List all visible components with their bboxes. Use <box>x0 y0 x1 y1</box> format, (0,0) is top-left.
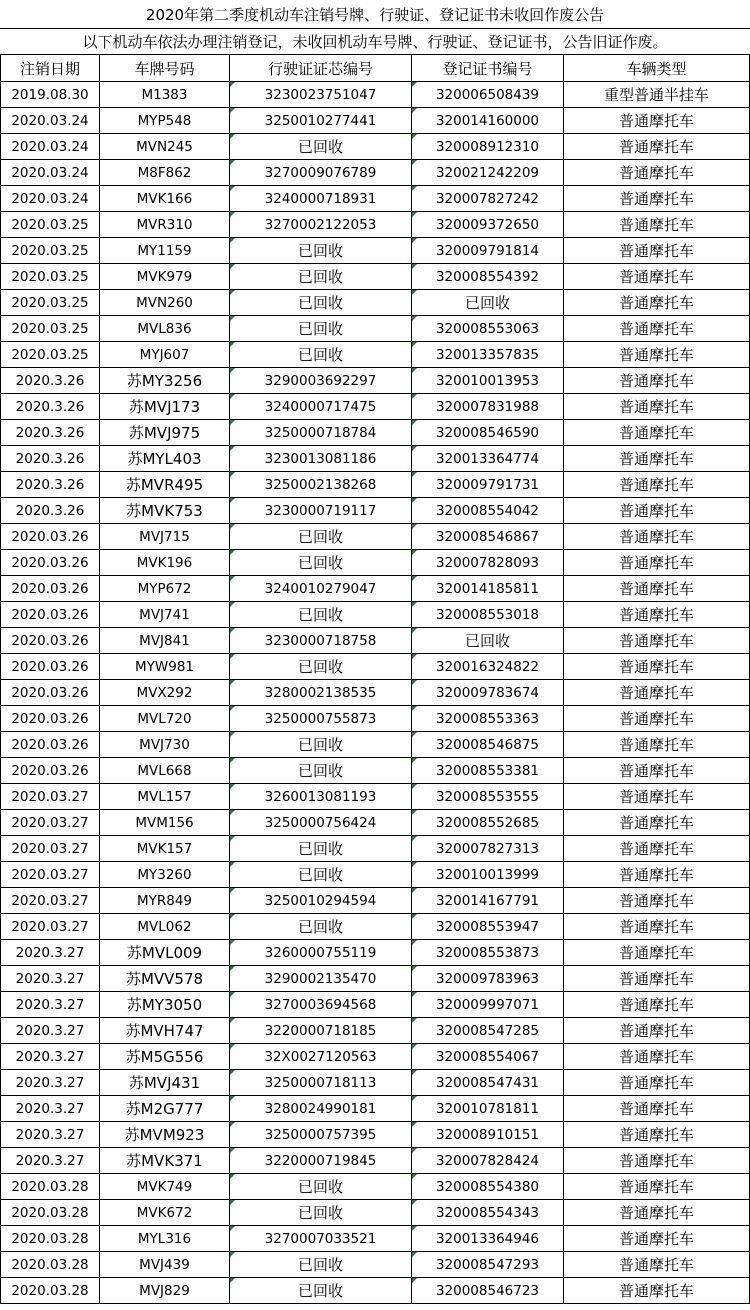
table-row <box>0 160 750 186</box>
cancel-date-cell: 2020.3.27 <box>0 966 100 991</box>
license-core-cell: 3220000718185 <box>230 1018 412 1043</box>
plate-number-cell: MVJ730 <box>100 732 230 757</box>
cancel-date-cell: 2020.03.28 <box>0 1200 100 1225</box>
registration-cell: 320008910151 <box>412 1122 564 1147</box>
table-row <box>0 758 750 784</box>
vehicle-type-cell: 普通摩托车 <box>564 368 750 393</box>
plate-number-cell: 苏MVV578 <box>100 966 230 991</box>
cancel-date-cell: 2020.3.26 <box>0 394 100 419</box>
vehicle-type-cell: 普通摩托车 <box>564 446 750 471</box>
license-core-cell: 3240000717475 <box>230 394 412 419</box>
cancel-date-cell: 2020.03.27 <box>0 914 100 939</box>
vehicle-type-cell: 普通摩托车 <box>564 160 750 185</box>
cancel-date-cell: 2020.3.26 <box>0 498 100 523</box>
vehicle-type-cell: 普通摩托车 <box>564 264 750 289</box>
plate-number-cell: 苏MVH747 <box>100 1018 230 1043</box>
vehicle-type-cell: 普通摩托车 <box>564 1018 750 1043</box>
table-row <box>0 550 750 576</box>
vehicle-type-cell: 普通摩托车 <box>564 810 750 835</box>
registration-cell: 320009372650 <box>412 212 564 237</box>
license-core-cell: 3230023751047 <box>230 82 412 107</box>
vehicle-type-cell: 普通摩托车 <box>564 238 750 263</box>
cancel-date-cell: 2020.03.25 <box>0 264 100 289</box>
license-core-cell: 已回收 <box>230 654 412 679</box>
plate-number-cell: MYP672 <box>100 576 230 601</box>
registration-cell: 320010013953 <box>412 368 564 393</box>
vehicle-type-cell: 普通摩托车 <box>564 420 750 445</box>
table-row <box>0 394 750 420</box>
plate-number-cell: MVK979 <box>100 264 230 289</box>
license-core-cell: 3280024990181 <box>230 1096 412 1121</box>
license-core-cell: 3230000719117 <box>230 498 412 523</box>
vehicle-type-cell: 普通摩托车 <box>564 940 750 965</box>
registration-cell: 320008553873 <box>412 940 564 965</box>
registration-cell: 320008546875 <box>412 732 564 757</box>
cancel-date-cell: 2020.03.26 <box>0 706 100 731</box>
vehicle-type-cell: 普通摩托车 <box>564 966 750 991</box>
plate-number-cell: 苏MVL009 <box>100 940 230 965</box>
plate-number-cell: MVN260 <box>100 290 230 315</box>
table-row <box>0 1226 750 1252</box>
plate-number-cell: 苏MVJ431 <box>100 1070 230 1095</box>
table-row <box>0 368 750 394</box>
plate-number-cell: MVJ715 <box>100 524 230 549</box>
table-row <box>0 784 750 810</box>
vehicle-type-cell: 普通摩托车 <box>564 316 750 341</box>
plate-number-cell: MVK157 <box>100 836 230 861</box>
license-core-cell: 3230013081186 <box>230 446 412 471</box>
table-row <box>0 940 750 966</box>
license-core-cell: 已回收 <box>230 134 412 159</box>
license-core-cell: 3260000755119 <box>230 940 412 965</box>
cancel-date-cell: 2020.3.27 <box>0 1148 100 1173</box>
vehicle-type-cell: 普通摩托车 <box>564 1044 750 1069</box>
license-core-cell: 已回收 <box>230 316 412 341</box>
plate-number-cell: M1383 <box>100 82 230 107</box>
vehicle-type-cell: 普通摩托车 <box>564 992 750 1017</box>
license-core-cell: 3240010279047 <box>230 576 412 601</box>
table-row <box>0 1044 750 1070</box>
cancel-date-cell: 2020.3.26 <box>0 446 100 471</box>
table-title: 2020年第二季度机动车注销号牌、行驶证、登记证书未收回作废公告 <box>0 0 750 29</box>
vehicle-type-cell: 普通摩托车 <box>564 1096 750 1121</box>
cancel-date-cell: 2020.03.27 <box>0 862 100 887</box>
cancel-date-cell: 2020.03.26 <box>0 654 100 679</box>
license-core-cell: 已回收 <box>230 550 412 575</box>
table-row <box>0 1018 750 1044</box>
vehicle-type-cell: 普通摩托车 <box>564 290 750 315</box>
vehicle-type-cell: 普通摩托车 <box>564 394 750 419</box>
vehicle-type-cell: 普通摩托车 <box>564 1070 750 1095</box>
registration-cell: 320008547431 <box>412 1070 564 1095</box>
table-row <box>0 342 750 368</box>
cancel-date-cell: 2020.03.27 <box>0 888 100 913</box>
license-core-cell: 3250000718113 <box>230 1070 412 1095</box>
plate-number-cell: MVM156 <box>100 810 230 835</box>
table-row <box>0 1278 750 1304</box>
vehicle-type-cell: 普通摩托车 <box>564 706 750 731</box>
vehicle-type-cell: 普通摩托车 <box>564 498 750 523</box>
plate-number-cell: 苏MYL403 <box>100 446 230 471</box>
vehicle-type-cell: 普通摩托车 <box>564 212 750 237</box>
registration-cell: 320008546590 <box>412 420 564 445</box>
license-core-cell: 32X0027120563 <box>230 1044 412 1069</box>
registration-cell: 320014167791 <box>412 888 564 913</box>
cancel-date-cell: 2020.03.28 <box>0 1174 100 1199</box>
registration-cell: 320008553381 <box>412 758 564 783</box>
license-core-cell: 3250000755873 <box>230 706 412 731</box>
cancel-date-cell: 2020.03.26 <box>0 550 100 575</box>
registration-cell: 320008553018 <box>412 602 564 627</box>
vehicle-type-cell: 重型普通半挂车 <box>564 82 750 107</box>
plate-number-cell: MYR849 <box>100 888 230 913</box>
cancel-date-cell: 2020.3.27 <box>0 1122 100 1147</box>
registration-cell: 320007828424 <box>412 1148 564 1173</box>
registration-cell: 320008554067 <box>412 1044 564 1069</box>
cancel-date-cell: 2020.03.27 <box>0 836 100 861</box>
table-row <box>0 862 750 888</box>
table-row <box>0 524 750 550</box>
license-core-cell: 3230000718758 <box>230 628 412 653</box>
cancel-date-cell: 2020.03.27 <box>0 784 100 809</box>
license-core-cell: 已回收 <box>230 342 412 367</box>
license-core-cell: 3250010294594 <box>230 888 412 913</box>
plate-number-cell: 苏MVK753 <box>100 498 230 523</box>
vehicle-type-cell: 普通摩托车 <box>564 602 750 627</box>
license-core-cell: 3250002138268 <box>230 472 412 497</box>
table-row <box>0 836 750 862</box>
license-core-cell: 3270009076789 <box>230 160 412 185</box>
vehicle-type-cell: 普通摩托车 <box>564 134 750 159</box>
registration-cell: 已回收 <box>412 290 564 315</box>
cancel-date-cell: 2020.03.26 <box>0 576 100 601</box>
cancel-date-cell: 2020.3.27 <box>0 1018 100 1043</box>
header-plate-number: 车牌号码 <box>100 55 230 81</box>
license-core-cell: 已回收 <box>230 524 412 549</box>
registration-cell: 320008546723 <box>412 1278 564 1303</box>
cancel-date-cell: 2020.3.27 <box>0 1070 100 1095</box>
plate-number-cell: MVN245 <box>100 134 230 159</box>
plate-number-cell: MVL720 <box>100 706 230 731</box>
registration-cell: 320008546867 <box>412 524 564 549</box>
registration-cell: 320013364946 <box>412 1226 564 1251</box>
cancel-date-cell: 2020.3.27 <box>0 940 100 965</box>
license-core-cell: 3250000757395 <box>230 1122 412 1147</box>
cancel-date-cell: 2020.03.26 <box>0 732 100 757</box>
vehicle-type-cell: 普通摩托车 <box>564 524 750 549</box>
vehicle-type-cell: 普通摩托车 <box>564 628 750 653</box>
cancel-date-cell: 2020.03.26 <box>0 602 100 627</box>
license-core-cell: 已回收 <box>230 238 412 263</box>
cancel-date-cell: 2020.03.25 <box>0 238 100 263</box>
registration-cell: 320008554343 <box>412 1200 564 1225</box>
registration-cell: 320013357835 <box>412 342 564 367</box>
license-core-cell: 已回收 <box>230 602 412 627</box>
vehicle-type-cell: 普通摩托车 <box>564 836 750 861</box>
license-core-cell: 3270007033521 <box>230 1226 412 1251</box>
table-row <box>0 472 750 498</box>
registration-cell: 320008554380 <box>412 1174 564 1199</box>
vehicle-type-cell: 普通摩托车 <box>564 732 750 757</box>
license-core-cell: 3270002122053 <box>230 212 412 237</box>
vehicle-type-cell: 普通摩托车 <box>564 1278 750 1303</box>
registration-cell: 320008553555 <box>412 784 564 809</box>
vehicle-type-cell: 普通摩托车 <box>564 1174 750 1199</box>
plate-number-cell: MVK749 <box>100 1174 230 1199</box>
license-core-cell: 3290003692297 <box>230 368 412 393</box>
plate-number-cell: MVJ439 <box>100 1252 230 1277</box>
cancel-date-cell: 2020.03.27 <box>0 810 100 835</box>
cancel-date-cell: 2020.03.24 <box>0 186 100 211</box>
cancel-date-cell: 2020.3.26 <box>0 472 100 497</box>
registration-cell: 320007831988 <box>412 394 564 419</box>
vehicle-type-cell: 普通摩托车 <box>564 862 750 887</box>
plate-number-cell: MYP548 <box>100 108 230 133</box>
license-core-cell: 3250000756424 <box>230 810 412 835</box>
vehicle-type-cell: 普通摩托车 <box>564 654 750 679</box>
license-core-cell: 3260013081193 <box>230 784 412 809</box>
table-row <box>0 446 750 472</box>
header-row <box>0 55 750 82</box>
vehicle-type-cell: 普通摩托车 <box>564 108 750 133</box>
vehicle-type-cell: 普通摩托车 <box>564 550 750 575</box>
plate-number-cell: MVK672 <box>100 1200 230 1225</box>
plate-number-cell: MYJ607 <box>100 342 230 367</box>
cancel-date-cell: 2020.03.26 <box>0 628 100 653</box>
registration-cell: 320008547293 <box>412 1252 564 1277</box>
registration-cell: 320010013999 <box>412 862 564 887</box>
vehicle-type-cell: 普通摩托车 <box>564 888 750 913</box>
registration-cell: 320009791731 <box>412 472 564 497</box>
plate-number-cell: 苏MVJ173 <box>100 394 230 419</box>
plate-number-cell: MVK196 <box>100 550 230 575</box>
vehicle-type-cell: 普通摩托车 <box>564 758 750 783</box>
registration-cell: 320008912310 <box>412 134 564 159</box>
registration-cell: 320009783963 <box>412 966 564 991</box>
cancel-date-cell: 2020.3.26 <box>0 420 100 445</box>
cancel-date-cell: 2020.03.28 <box>0 1252 100 1277</box>
vehicle-type-cell: 普通摩托车 <box>564 342 750 367</box>
license-core-cell: 3250010277441 <box>230 108 412 133</box>
registration-cell: 320013364774 <box>412 446 564 471</box>
registration-cell: 320008547285 <box>412 1018 564 1043</box>
plate-number-cell: MY1159 <box>100 238 230 263</box>
registration-cell: 320009791814 <box>412 238 564 263</box>
vehicle-type-cell: 普通摩托车 <box>564 1252 750 1277</box>
plate-number-cell: 苏MVR495 <box>100 472 230 497</box>
table-row <box>0 966 750 992</box>
table-row <box>0 498 750 524</box>
table-row <box>0 706 750 732</box>
table-row <box>0 654 750 680</box>
registration-cell: 320008553947 <box>412 914 564 939</box>
notice-text: 以下机动车依法办理注销登记，未收回机动车号牌、行驶证、登记证书，公告旧证作废。 <box>0 29 750 55</box>
registration-cell: 320014160000 <box>412 108 564 133</box>
registration-cell: 320008553363 <box>412 706 564 731</box>
vehicle-type-cell: 普通摩托车 <box>564 1200 750 1225</box>
registration-cell: 320007828093 <box>412 550 564 575</box>
plate-number-cell: MVJ741 <box>100 602 230 627</box>
vehicle-type-cell: 普通摩托车 <box>564 914 750 939</box>
registration-cell: 320007827313 <box>412 836 564 861</box>
plate-number-cell: MVL157 <box>100 784 230 809</box>
registration-cell: 320008554392 <box>412 264 564 289</box>
license-core-cell: 3270003694568 <box>230 992 412 1017</box>
plate-number-cell: MYW981 <box>100 654 230 679</box>
cancel-date-cell: 2019.08.30 <box>0 82 100 107</box>
registration-cell: 320010781811 <box>412 1096 564 1121</box>
vehicle-type-cell: 普通摩托车 <box>564 1226 750 1251</box>
plate-number-cell: MYL316 <box>100 1226 230 1251</box>
table-row <box>0 290 750 316</box>
cancel-date-cell: 2020.3.27 <box>0 1044 100 1069</box>
cancel-date-cell: 2020.03.26 <box>0 758 100 783</box>
table-row <box>0 212 750 238</box>
license-core-cell: 3280002138535 <box>230 680 412 705</box>
vehicle-type-cell: 普通摩托车 <box>564 784 750 809</box>
plate-number-cell: 苏MVM923 <box>100 1122 230 1147</box>
plate-number-cell: MVR310 <box>100 212 230 237</box>
license-core-cell: 已回收 <box>230 914 412 939</box>
plate-number-cell: 苏MY3256 <box>100 368 230 393</box>
table-row <box>0 1174 750 1200</box>
registration-cell: 320009783674 <box>412 680 564 705</box>
table-row <box>0 992 750 1018</box>
registration-cell: 320006508439 <box>412 82 564 107</box>
plate-number-cell: MVL668 <box>100 758 230 783</box>
plate-number-cell: MVJ841 <box>100 628 230 653</box>
header-cancel-date: 注销日期 <box>0 55 100 81</box>
table-row <box>0 1148 750 1174</box>
license-core-cell: 3290002135470 <box>230 966 412 991</box>
vehicle-type-cell: 普通摩托车 <box>564 472 750 497</box>
plate-number-cell: 苏MVK371 <box>100 1148 230 1173</box>
header-license-core-number: 行驶证证芯编号 <box>230 55 412 81</box>
vehicle-type-cell: 普通摩托车 <box>564 1122 750 1147</box>
table-row <box>0 264 750 290</box>
license-core-cell: 已回收 <box>230 290 412 315</box>
table-row <box>0 576 750 602</box>
table-row <box>0 914 750 940</box>
plate-number-cell: M8F862 <box>100 160 230 185</box>
plate-number-cell: MVX292 <box>100 680 230 705</box>
license-core-cell: 已回收 <box>230 1278 412 1303</box>
registration-cell: 320008554042 <box>412 498 564 523</box>
license-core-cell: 已回收 <box>230 1200 412 1225</box>
cancel-date-cell: 2020.03.24 <box>0 160 100 185</box>
license-core-cell: 已回收 <box>230 732 412 757</box>
plate-number-cell: MVL836 <box>100 316 230 341</box>
plate-number-cell: 苏M2G777 <box>100 1096 230 1121</box>
table-row <box>0 1252 750 1278</box>
license-core-cell: 3250000718784 <box>230 420 412 445</box>
table-row <box>0 420 750 446</box>
cancel-date-cell: 2020.3.26 <box>0 368 100 393</box>
vehicle-type-cell: 普通摩托车 <box>564 186 750 211</box>
license-core-cell: 已回收 <box>230 758 412 783</box>
registration-cell: 320014185811 <box>412 576 564 601</box>
plate-number-cell: MY3260 <box>100 862 230 887</box>
plate-number-cell: 苏MY3050 <box>100 992 230 1017</box>
plate-number-cell: 苏MVJ975 <box>100 420 230 445</box>
license-core-cell: 已回收 <box>230 264 412 289</box>
table-row <box>0 1096 750 1122</box>
vehicle-type-cell: 普通摩托车 <box>564 1148 750 1173</box>
header-vehicle-type: 车辆类型 <box>564 55 750 81</box>
table-row <box>0 732 750 758</box>
cancel-date-cell: 2020.03.24 <box>0 108 100 133</box>
table-row <box>0 186 750 212</box>
cancel-date-cell: 2020.03.26 <box>0 524 100 549</box>
license-core-cell: 3240000718931 <box>230 186 412 211</box>
table-row <box>0 602 750 628</box>
cancel-date-cell: 2020.03.25 <box>0 290 100 315</box>
registration-cell: 320008552685 <box>412 810 564 835</box>
table-row <box>0 810 750 836</box>
table-row <box>0 888 750 914</box>
registration-cell: 320009997071 <box>412 992 564 1017</box>
vehicle-type-cell: 普通摩托车 <box>564 680 750 705</box>
table-row <box>0 82 750 108</box>
license-core-cell: 已回收 <box>230 836 412 861</box>
license-core-cell: 已回收 <box>230 862 412 887</box>
plate-number-cell: MVL062 <box>100 914 230 939</box>
table-row <box>0 108 750 134</box>
registration-cell: 320016324822 <box>412 654 564 679</box>
license-core-cell: 3220000719845 <box>230 1148 412 1173</box>
table-row <box>0 1070 750 1096</box>
table-row <box>0 238 750 264</box>
vehicle-type-cell: 普通摩托车 <box>564 576 750 601</box>
cancel-date-cell: 2020.3.27 <box>0 992 100 1017</box>
cancel-date-cell: 2020.03.28 <box>0 1226 100 1251</box>
table-row <box>0 134 750 160</box>
registration-cell: 320021242209 <box>412 160 564 185</box>
cancel-date-cell: 2020.03.25 <box>0 316 100 341</box>
registration-cell: 320007827242 <box>412 186 564 211</box>
cancel-date-cell: 2020.3.27 <box>0 1096 100 1121</box>
cancel-date-cell: 2020.03.28 <box>0 1278 100 1303</box>
cancel-date-cell: 2020.03.26 <box>0 680 100 705</box>
cancel-date-cell: 2020.03.25 <box>0 342 100 367</box>
plate-number-cell: MVK166 <box>100 186 230 211</box>
cancel-date-cell: 2020.03.25 <box>0 212 100 237</box>
table-row <box>0 1122 750 1148</box>
header-registration-number: 登记证书编号 <box>412 55 564 81</box>
registration-cell: 320008553063 <box>412 316 564 341</box>
table-row <box>0 628 750 654</box>
license-core-cell: 已回收 <box>230 1174 412 1199</box>
cancel-date-cell: 2020.03.24 <box>0 134 100 159</box>
table-row <box>0 1200 750 1226</box>
plate-number-cell: MVJ829 <box>100 1278 230 1303</box>
plate-number-cell: 苏M5G556 <box>100 1044 230 1069</box>
table-row <box>0 316 750 342</box>
table-row <box>0 680 750 706</box>
registration-cell: 已回收 <box>412 628 564 653</box>
license-core-cell: 已回收 <box>230 1252 412 1277</box>
